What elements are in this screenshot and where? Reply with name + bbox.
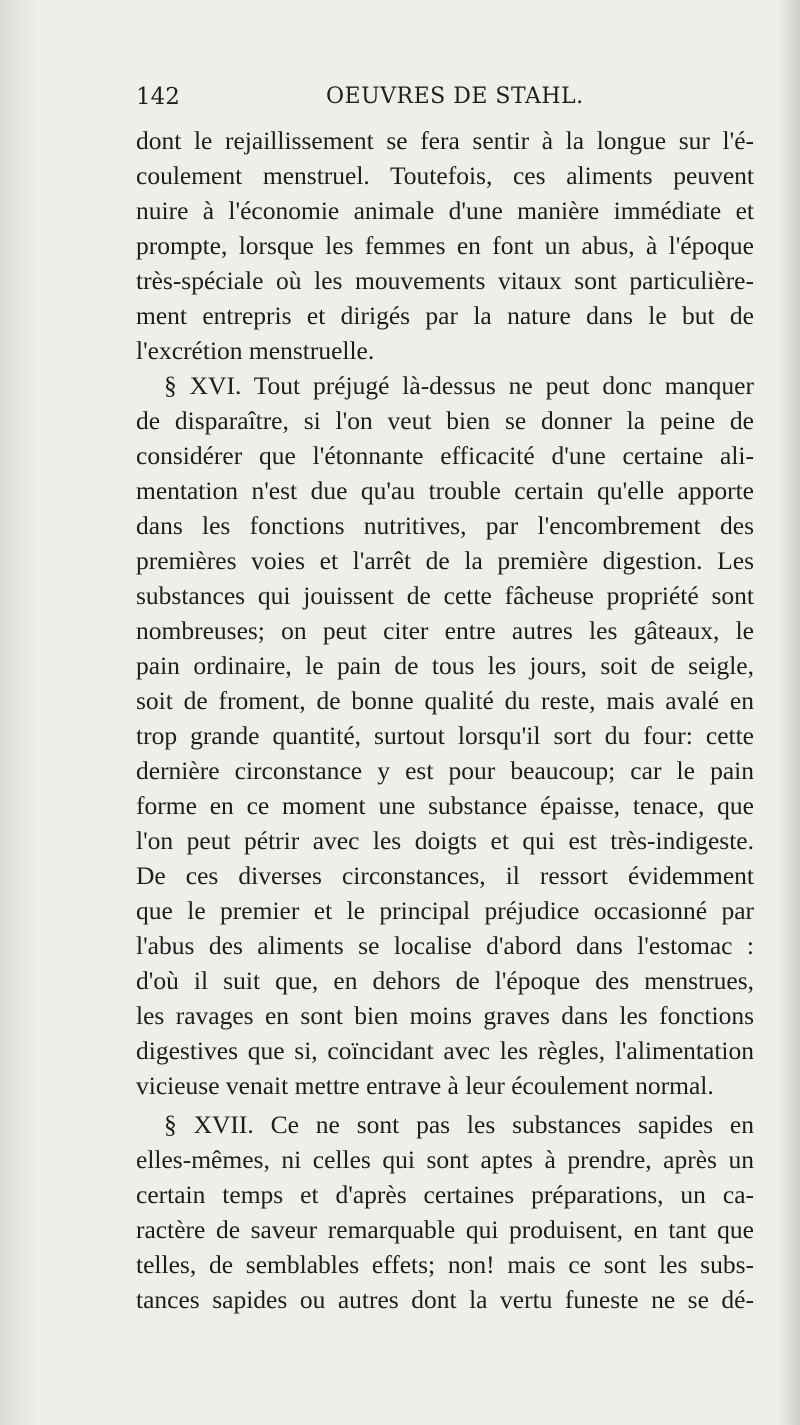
page-number: 142 (136, 84, 180, 110)
text-line: que le premier et le principal préjudice occasionné par (136, 896, 754, 925)
text-line: digestives que si, coïncidant avec les règles, l'alimentation (136, 1036, 754, 1065)
text-line: très-spéciale où les mouvements vitaux sont particulière- (136, 266, 754, 295)
text-line: certain temps et d'après certaines préparations, un ca- (136, 1180, 754, 1209)
text-line: tances sapides ou autres dont la vertu funeste ne se dé- (136, 1285, 754, 1314)
paragraph-section-xvii (136, 1107, 754, 1317)
text-line: dans les fonctions nutritives, par l'encombrement des (136, 511, 754, 540)
text-line: ment entrepris et dirigés par la nature dans le but de (136, 301, 754, 330)
text-line: considérer que l'étonnante efficacité d'une certaine ali- (136, 441, 754, 470)
text-line: les ravages en sont bien moins graves dans les fonctions (136, 1001, 754, 1030)
text-line: prompte, lorsque les femmes en font un abus, à l'époque (136, 231, 754, 260)
text-line: l'excrétion menstruelle. (136, 336, 375, 365)
text-line: dernière circonstance y est pour beaucoup; car le pain (136, 756, 754, 785)
paragraph-section-xvi (136, 368, 754, 1103)
text-line: l'abus des aliments se localise d'abord dans l'estomac : (136, 931, 754, 960)
text-line: nuire à l'économie animale d'une manière immédiate et (136, 196, 754, 225)
text-line: dont le rejaillissement se fera sentir à la longue sur l'é- (136, 126, 754, 155)
text-line: § XVII. Ce ne sont pas les substances sapides en (164, 1110, 754, 1139)
text-line: soit de froment, de bonne qualité du reste, mais avalé en (136, 686, 754, 715)
text-line: vicieuse venait mettre entrave à leur écoulement normal. (136, 1071, 714, 1100)
text-line: forme en ce moment une substance épaisse, tenace, que (136, 791, 754, 820)
text-line: substances qui jouissent de cette fâcheuse propriété sont (136, 581, 754, 610)
text-line: ractère de saveur remarquable qui produisent, en tant que (136, 1215, 754, 1244)
text-line: elles-mêmes, ni celles qui sont aptes à prendre, après un (136, 1145, 754, 1174)
paragraph-continuation (136, 123, 754, 368)
body-text (136, 123, 754, 1317)
text-line: l'on peut pétrir avec les doigts et qui est très-indigeste. (136, 826, 754, 855)
text-line: De ces diverses circonstances, il ressort évidemment (136, 861, 754, 890)
text-line: nombreuses; on peut citer entre autres les gâteaux, le (136, 616, 754, 645)
text-line: d'où il suit que, en dehors de l'époque des menstrues, (136, 966, 754, 995)
running-head (136, 80, 752, 120)
text-line: pain ordinaire, le pain de tous les jours, soit de seigle, (136, 651, 754, 680)
running-title: OEUVRES DE STAHL. (326, 84, 584, 109)
text-line: coulement menstruel. Toutefois, ces aliments peuvent (136, 161, 754, 190)
text-line: trop grande quantité, surtout lorsqu'il sort du four: cette (136, 721, 754, 750)
text-line: mentation n'est due qu'au trouble certain qu'elle apporte (136, 476, 754, 505)
text-line: telles, de semblables effets; non! mais ce sont les subs- (136, 1250, 754, 1279)
text-line: de disparaître, si l'on veut bien se donner la peine de (136, 406, 754, 435)
text-line: § XVI. Tout préjugé là-dessus ne peut donc manquer (164, 371, 754, 400)
text-line: premières voies et l'arrêt de la première digestion. Les (136, 546, 754, 575)
